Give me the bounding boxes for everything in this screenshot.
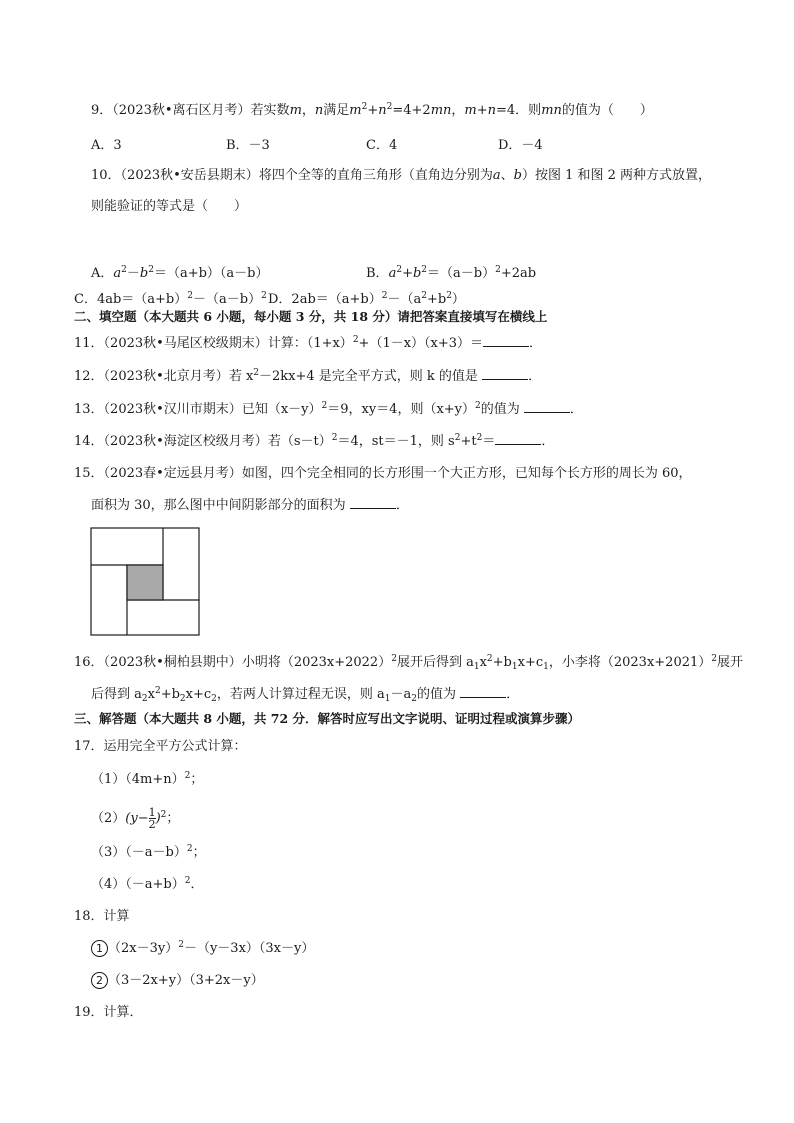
- question-source: （2023秋•北京月考）: [103, 369, 229, 384]
- shaded-center-square: [127, 565, 163, 600]
- section-heading: 三、解答题（本大题共 8 小题，共 72 分．解答时应写出文字说明、证明过程或演算步骤）: [74, 711, 581, 726]
- question-16-line2: [91, 686, 519, 704]
- exponent: 2: [421, 265, 428, 275]
- question-9: [91, 102, 653, 120]
- question-text: 面积为 30，那么图中中间阴影部分的面积为: [91, 498, 346, 513]
- punct: ．: [395, 498, 409, 513]
- question-17-title: 17．运用完全平方公式计算：: [74, 739, 247, 754]
- option-text: D．2ab＝（a+b）: [268, 292, 382, 307]
- var: mn: [430, 103, 452, 118]
- var: m: [289, 103, 302, 118]
- question-text: +b: [160, 687, 180, 702]
- question-source: （2023秋•汉川市期末）: [103, 402, 242, 417]
- question-19-title: 19．计算．: [74, 1005, 143, 1020]
- question-number: 14．: [74, 434, 104, 449]
- option-text: +2ab: [500, 266, 537, 281]
- option-d: D．－4: [498, 138, 543, 153]
- question-number: 10．: [91, 168, 121, 183]
- var: n: [314, 103, 324, 118]
- question-number: 13．: [74, 402, 104, 417]
- subscript: 1: [511, 662, 518, 672]
- exponent: 2: [454, 433, 461, 443]
- var: a: [113, 266, 122, 281]
- question-17-item-3: [91, 844, 206, 862]
- question-15-line2: [91, 497, 409, 515]
- exponent: 2: [178, 940, 184, 950]
- question-source: （2023秋•安岳县期末）: [120, 168, 259, 183]
- punct: ．: [529, 336, 543, 351]
- option-text: －（a－b）: [193, 292, 262, 307]
- question-text: +t: [460, 434, 477, 449]
- answer-blank[interactable]: [524, 402, 570, 413]
- question-text: x: [147, 687, 155, 702]
- exponent: 2: [486, 654, 493, 664]
- exponent: 2: [261, 291, 267, 301]
- question-text: 展开: [717, 655, 744, 670]
- option-c: [74, 288, 267, 307]
- question-text: 若实数: [250, 103, 290, 118]
- question-17-item-1: [91, 771, 203, 789]
- var: m: [349, 103, 362, 118]
- fraction: [149, 807, 156, 830]
- question-number: 15．: [74, 466, 104, 481]
- answer-blank[interactable]: [483, 336, 529, 347]
- punct: ．: [190, 877, 204, 892]
- exponent: 2: [386, 102, 393, 112]
- option-text: ）: [451, 292, 465, 307]
- question-17-item-4: [91, 876, 204, 894]
- question-text: 计算：（1+x）: [267, 336, 353, 351]
- question-14: [74, 433, 554, 451]
- op: +: [367, 103, 379, 118]
- answer-blank[interactable]: [460, 687, 506, 698]
- question-text: 如图，四个完全相同的长方形围一个大正方形，已知每个长方形的周长为 60，: [241, 466, 692, 481]
- var: a: [492, 168, 501, 183]
- subscript: 2: [141, 694, 148, 704]
- question-text: =4+2: [392, 103, 431, 118]
- subscript: 2: [211, 694, 217, 704]
- question-text: =4．则: [496, 103, 542, 118]
- question-text: ＝4，st＝－1，则 s: [337, 434, 455, 449]
- sep: ，: [301, 103, 315, 118]
- punct: ．: [541, 434, 555, 449]
- exponent: 2: [495, 265, 501, 275]
- exponent: 2: [184, 771, 191, 781]
- question-text: 将四个全等的直角三角形（直角边分别为: [258, 168, 493, 183]
- exponent: 2: [421, 291, 427, 301]
- exponent: 2: [476, 433, 483, 443]
- question-text: 已知（x－y）: [241, 402, 322, 417]
- option-b: B．－3: [226, 138, 270, 153]
- sep: ，: [451, 103, 465, 118]
- question-text: －2kx+4 是完全平方式，则 k 的值是: [259, 369, 478, 384]
- exponent: 2: [391, 654, 397, 664]
- subscript: 2: [179, 694, 186, 704]
- section-heading: 二、填空题（本大题共 6 小题，每小题 3 分，共 18 分）请把答案直接填写在横线上: [74, 309, 548, 324]
- question-text: x: [479, 655, 487, 670]
- exponent: 2: [475, 401, 481, 411]
- var: b: [139, 266, 149, 281]
- var: mn: [541, 103, 562, 118]
- question-text: 展开后得到 a: [396, 655, 474, 670]
- question-11: [74, 335, 542, 353]
- var: b: [513, 168, 522, 183]
- subscript: 1: [473, 662, 480, 672]
- question-18-title: 18．计算: [74, 909, 130, 924]
- question-18-item-1: [91, 940, 314, 958]
- item-text: －（y－3x）（3x－y）: [183, 941, 315, 956]
- punct: ．: [569, 402, 583, 417]
- exponent: 2: [711, 654, 717, 664]
- question-text: 的值为: [480, 402, 520, 417]
- exponent: 2: [148, 265, 154, 275]
- option-a: A．3: [91, 138, 122, 153]
- question-18-item-2: [91, 972, 264, 990]
- op: －: [126, 266, 140, 281]
- question-number: 16．: [74, 655, 104, 670]
- punct: ；: [190, 772, 204, 787]
- exponent: 2: [446, 291, 452, 301]
- option-c: C．4: [366, 138, 398, 153]
- item-text: （4）（－a+b）: [91, 877, 185, 892]
- question-number: 9．: [91, 103, 113, 118]
- question-source: （2023秋•离石区月考）: [112, 103, 251, 118]
- item-text: (y−: [125, 811, 149, 826]
- sep: 、: [500, 168, 514, 183]
- question-text: x+c: [185, 687, 212, 702]
- question-16: [74, 654, 743, 672]
- question-text: 小明将（2023x+2022）: [241, 655, 392, 670]
- question-17-item-2: [91, 807, 179, 830]
- exponent: 2: [352, 335, 359, 345]
- numerator: 1: [148, 806, 156, 819]
- question-text: 若（s－t）: [267, 434, 332, 449]
- item-text: （2x－3y）: [108, 941, 179, 956]
- option-label: B．: [366, 266, 389, 281]
- exponent: 2: [154, 686, 161, 696]
- question-source: （2023春•定远县月考）: [103, 466, 242, 481]
- exponent: 2: [187, 291, 193, 301]
- exponent: 2: [121, 265, 127, 275]
- exponent: 2: [396, 265, 403, 275]
- question-text: ，小李将（2023x+2021）: [548, 655, 712, 670]
- option-text: ＝（a+b）（a－b）: [153, 266, 269, 281]
- exponent: 2: [331, 433, 338, 443]
- question-text: 满足: [323, 103, 350, 118]
- option-text: ＝（a－b）: [427, 266, 496, 281]
- question-text: +（1－x）（x+3）＝: [358, 336, 484, 351]
- question-source: （2023秋•马尾区校级期末）: [103, 336, 268, 351]
- question-10: [91, 167, 711, 185]
- question-text: ）按图 1 和图 2 两种方式放置，: [521, 168, 712, 183]
- exponent: 2: [361, 102, 368, 112]
- question-13: [74, 401, 583, 419]
- question-15: [74, 465, 692, 483]
- exponent: 2: [184, 876, 191, 886]
- answer-blank[interactable]: [495, 434, 541, 445]
- question-number: 11．: [74, 336, 104, 351]
- question-12: [74, 368, 541, 386]
- option-d: [268, 288, 465, 307]
- op: +: [402, 266, 413, 281]
- exponent: 2: [253, 368, 260, 378]
- pinwheel-square-figure: [90, 527, 202, 637]
- item-text: （2）: [91, 811, 126, 826]
- var: b: [412, 266, 422, 281]
- punct: ．: [528, 369, 542, 384]
- punct: ．: [506, 687, 520, 702]
- question-text: 的值为（ ）: [561, 103, 653, 118]
- exponent: 2: [186, 844, 193, 854]
- item-text: ): [155, 811, 161, 826]
- question-text: ，若两人计算过程无误，则 a: [216, 687, 385, 702]
- question-text: －a: [390, 687, 412, 702]
- item-text: （3－2x+y）（3+2x－y）: [108, 973, 264, 988]
- option-text: －（a: [387, 292, 422, 307]
- circled-number-2: 2: [91, 972, 108, 989]
- item-text: （1）（4m+n）: [91, 772, 185, 787]
- denominator: 2: [148, 818, 156, 831]
- subscript: 2: [411, 694, 418, 704]
- item-text: （3）（－a－b）: [91, 845, 187, 860]
- question-text: ＝9，xy＝4，则（x+y）: [327, 402, 476, 417]
- option-a: [91, 262, 269, 281]
- question-text: +b: [492, 655, 512, 670]
- var: a: [388, 266, 397, 281]
- question-text: ＝: [482, 434, 496, 449]
- punct: ；: [166, 811, 180, 826]
- exponent: 2: [160, 810, 167, 820]
- punct: ；: [192, 845, 206, 860]
- option-text: C．4ab＝（a+b）: [74, 292, 188, 307]
- var: m+n: [464, 103, 497, 118]
- exponent: 2: [321, 401, 328, 411]
- option-b: [366, 262, 536, 281]
- question-text: x+c: [517, 655, 544, 670]
- question-10-line2: 则能验证的等式是（ ）: [91, 199, 248, 214]
- answer-blank[interactable]: [482, 369, 528, 380]
- question-number: 12．: [74, 369, 104, 384]
- option-label: A．: [91, 266, 114, 281]
- circled-number-1: 1: [91, 940, 108, 957]
- subscript: 1: [384, 694, 391, 704]
- var: n: [378, 103, 387, 118]
- answer-blank[interactable]: [350, 498, 396, 509]
- question-source: （2023秋•海淀区校级月考）: [103, 434, 268, 449]
- question-text: 若 x: [228, 369, 254, 384]
- subscript: 1: [543, 662, 549, 672]
- exponent: 2: [381, 291, 388, 301]
- option-text: +b: [426, 292, 447, 307]
- question-source: （2023秋•桐柏县期中）: [103, 655, 242, 670]
- question-text: 后得到 a: [91, 687, 142, 702]
- question-text: 的值为: [417, 687, 457, 702]
